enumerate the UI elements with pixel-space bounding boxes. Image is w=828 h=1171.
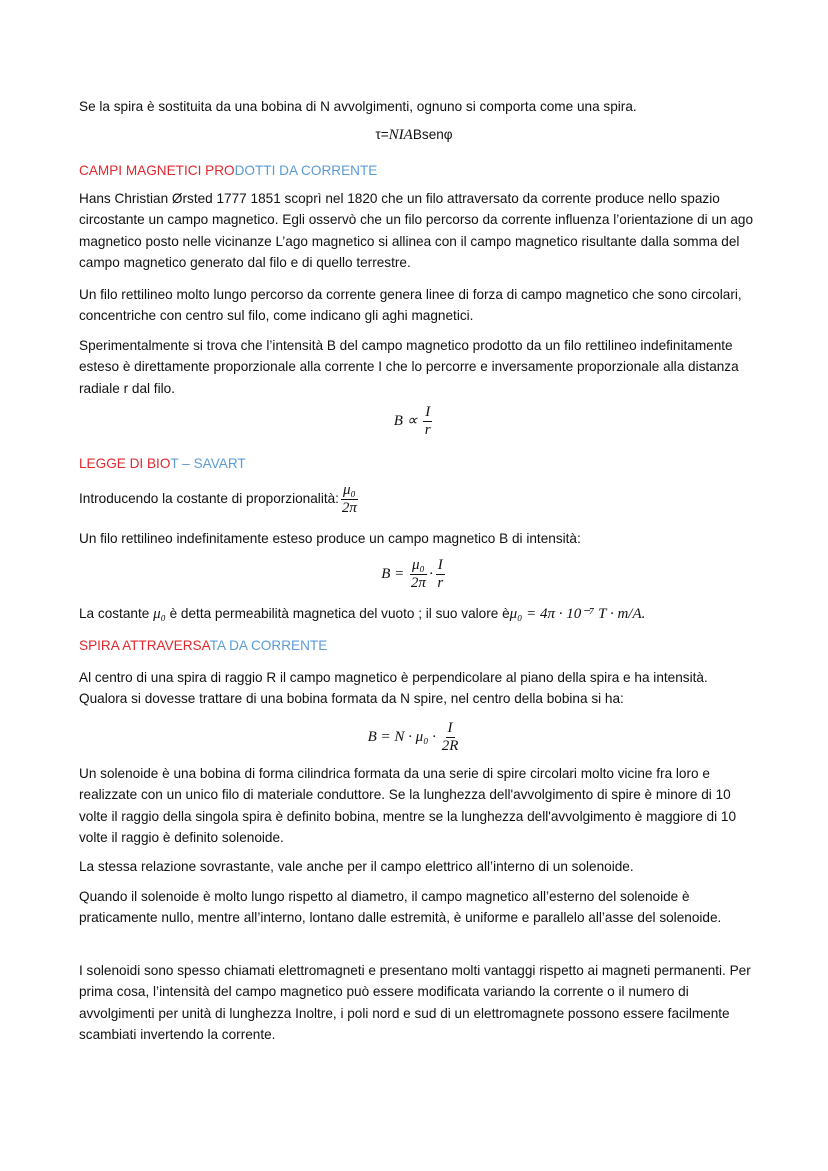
paragraph bbox=[79, 482, 754, 517]
text: Introducendo la costante di proporzionalità: bbox=[79, 491, 339, 507]
paragraph: Un solenoide è una bobina di forma cilindrica formata da una serie di spire circolari molto vicine fra loro e realizzate con un unico filo di materiale conduttore. Se la lunghezza dell'avvolgimento di spire è minore di 10 volte il raggio della singola spira è definito bobina, mentre se la lunghezza dell'avvolgimento è maggiore di 10 volte il raggio è definito solenoide. bbox=[79, 766, 737, 845]
heading-biot-savart bbox=[79, 453, 754, 474]
heading-campi-magnetici bbox=[79, 160, 754, 181]
formula-proportional bbox=[0, 404, 828, 439]
formula-biot-savart bbox=[0, 557, 828, 592]
denominator: 2R bbox=[441, 738, 459, 754]
numerator: μ₀ bbox=[412, 557, 425, 573]
formula-part: μ₀ bbox=[153, 606, 166, 622]
formula-part: Bsenφ bbox=[412, 127, 453, 142]
heading-part: LEGGE DI BIO bbox=[79, 456, 171, 471]
heading-part: SPIRA ATTRAVERSA bbox=[79, 638, 210, 653]
formula-torque bbox=[0, 127, 828, 144]
text: è detta permeabilità magnetica del vuoto ; il suo valore è bbox=[165, 606, 510, 621]
formula-part: NIA bbox=[388, 127, 413, 143]
paragraph: La stessa relazione sovrastante, vale anche per il campo elettrico all’interno di un solenoide. bbox=[79, 859, 634, 874]
paragraph: Un filo rettilineo indefinitamente esteso produce un campo magnetico B di intensità: bbox=[79, 531, 581, 546]
formula-part: τ= bbox=[375, 127, 389, 142]
denominator: r bbox=[437, 575, 444, 591]
formula-part: · bbox=[428, 565, 434, 582]
numerator: I bbox=[437, 557, 443, 573]
heading-spira bbox=[79, 635, 754, 656]
formula-part: B = N · μ₀ · bbox=[367, 728, 436, 745]
heading-part: CAMPI MAGNETICI PRO bbox=[79, 163, 235, 178]
paragraph: Quando il solenoide è molto lungo rispetto al diametro, il campo magnetico all’esterno del solenoide è praticamente nullo, mentre all’interno, lontano dalle estremità, è uniforme e parallelo all’asse del solenoide. bbox=[79, 889, 722, 926]
heading-part: T – SAVART bbox=[170, 456, 246, 471]
text: La costante bbox=[79, 606, 154, 621]
heading-part: TA DA CORRENTE bbox=[209, 638, 328, 653]
formula-part: μ₀ = 4π · 10⁻⁷ T · m/A. bbox=[509, 606, 646, 622]
denominator: 2π bbox=[341, 500, 357, 516]
numerator: I bbox=[425, 404, 431, 420]
paragraph bbox=[79, 603, 754, 625]
formula-part: B = bbox=[381, 565, 405, 582]
denominator: r bbox=[424, 422, 431, 438]
paragraph: I solenoidi sono spesso chiamati elettromagneti e presentano molti vantaggi rispetto ai magneti permanenti. Per prima cosa, l’intensità del campo magnetico può essere modificata variando la corrente o il numero di avvolgimenti per unità di lunghezza Inoltre, i poli nord e sud di un elettromagnete possono essere facilmente scambiati invertendo la corrente. bbox=[79, 963, 751, 1042]
denominator: 2π bbox=[410, 575, 426, 591]
numerator: μ₀ bbox=[342, 482, 356, 498]
paragraph: Un filo rettilineo molto lungo percorso da corrente genera linee di forza di campo magnetico che sono circolari, concentriche con centro sul filo, come indicano gli aghi magnetici. bbox=[79, 287, 742, 324]
formula-part: B ∝ bbox=[393, 412, 418, 429]
paragraph: Se la spira è sostituita da una bobina di N avvolgimenti, ognuno si comporta come una spira. bbox=[79, 99, 637, 114]
paragraph: Hans Christian Ørsted 1777 1851 scoprì nel 1820 che un filo attraversato da corrente produce nello spazio circostante un campo magnetico. Egli osservò che un filo percorso da corrente influenza l’orientazione di un ago magnetico posto nelle vicinanze L’ago magnetico si allinea con il campo magnetico risultante dalla somma del campo magnetico generato dal filo e di quello terrestre. bbox=[79, 191, 754, 270]
paragraph: Al centro di una spira di raggio R il campo magnetico è perpendicolare al piano della spira e ha intensità. Qualora si dovesse trattare di una bobina formata da N spire, nel centro della bobina si ha: bbox=[79, 670, 708, 707]
heading-part: DOTTI DA CORRENTE bbox=[234, 163, 378, 178]
numerator: I bbox=[447, 720, 453, 736]
formula-bobina bbox=[0, 720, 828, 755]
paragraph: Sperimentalmente si trova che l’intensità B del campo magnetico prodotto da un filo rettilineo indefinitamente esteso è direttamente proporzionale alla corrente I che lo percorre e inversamente proporzionale alla distanza radiale r dal filo. bbox=[79, 338, 739, 396]
